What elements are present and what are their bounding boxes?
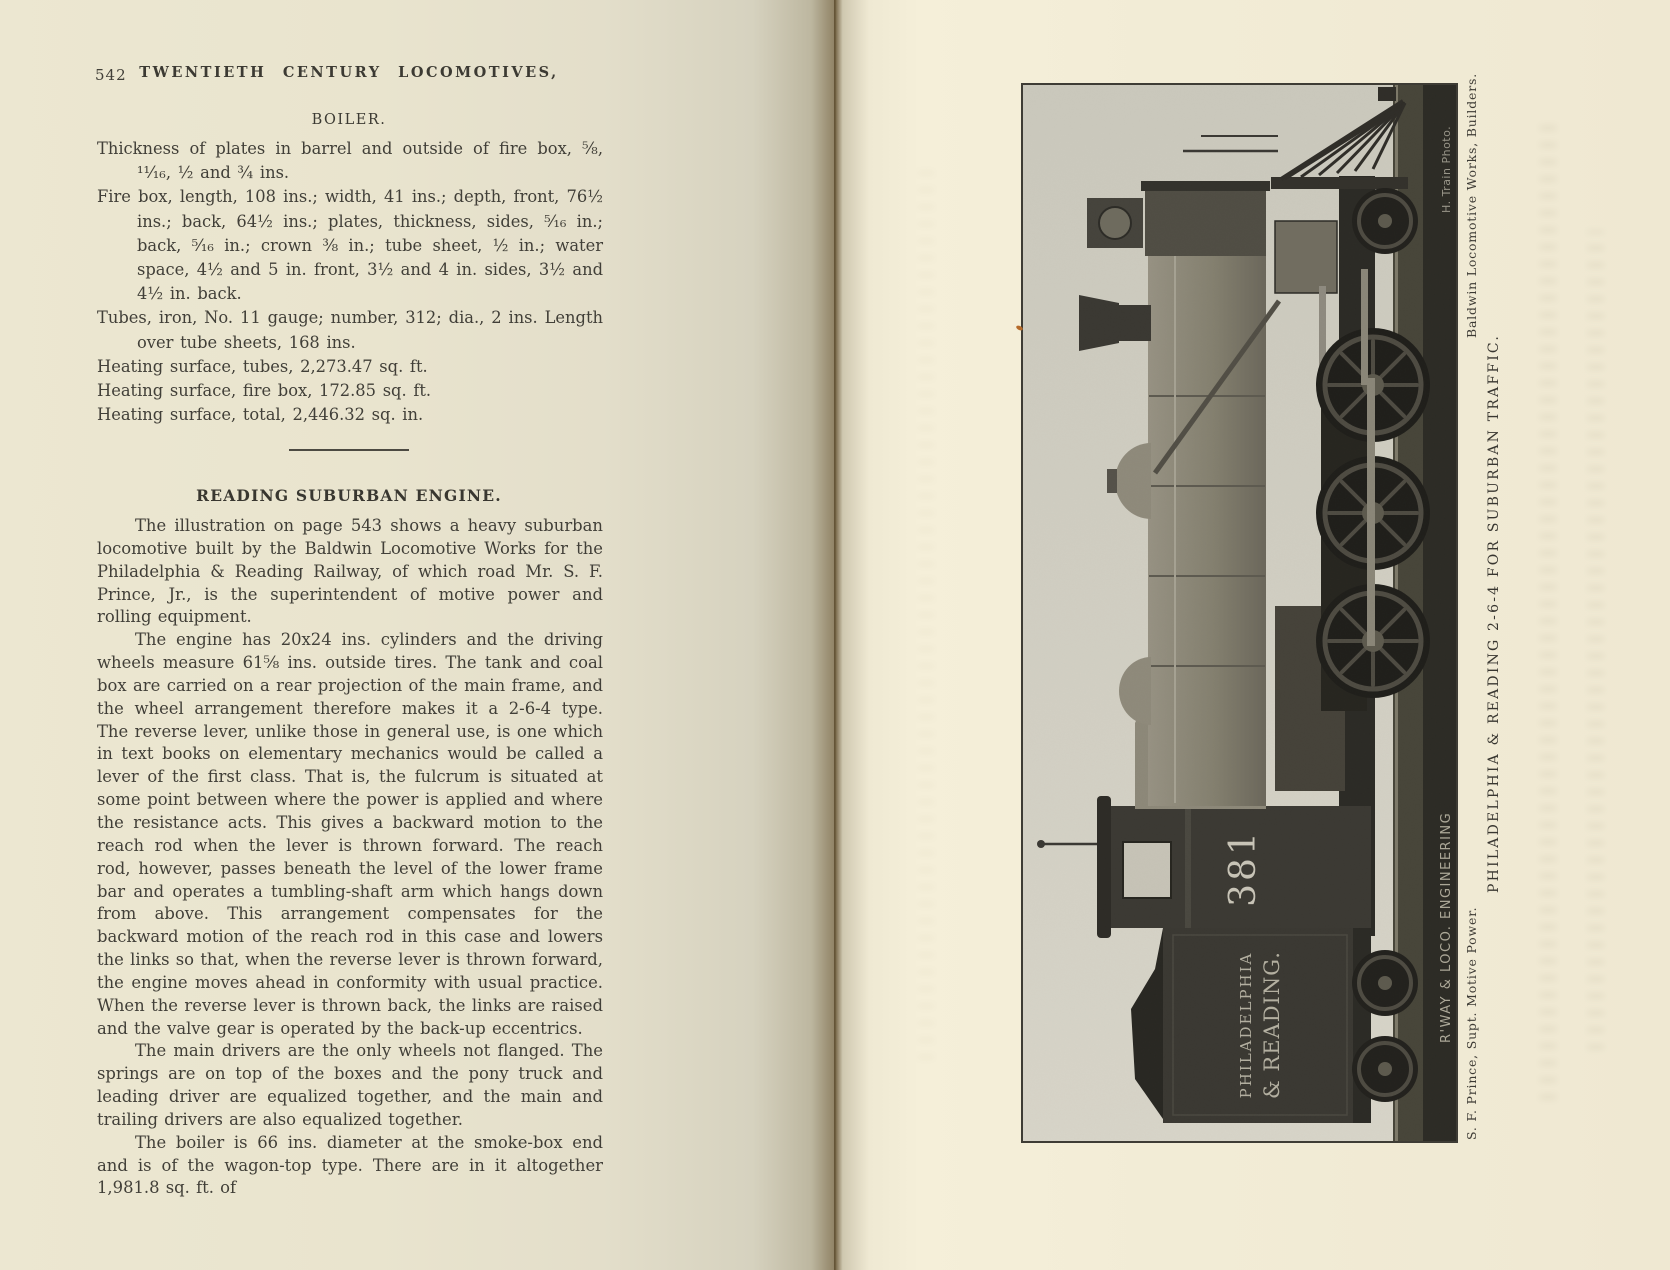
section-heading-boiler: BOILER.: [311, 112, 387, 128]
loco-number-lettering: 381: [1223, 829, 1264, 907]
bleed-through-smudge: [1540, 120, 1556, 1100]
divider-rule: [289, 449, 409, 451]
paragraph: The engine has 20x24 ins. cylinders and the driving wheels measure 61⅝ ins. outside tires. The tank and coal box are carried on a rear projection of the main frame, and the wheel arrangement therefore makes it a 2-6-4 type. The reverse lever, unlike those in general use, is one which in text books on elementary mechanics would be called a lever of the first class. That is, the fulcrum is situated at some point between where the power is applied and where the resistance acts. This gives a backward motion to the reach rod when the lever is thrown forward. The reach rod, however, passes beneath the level of the lower frame bar and operates a tumbling-shaft arm which hangs down from above. This arrangement compensates for the backward motion of the reach rod in this case and lowers the links so that, when the reverse lever is thrown forward, the engine moves ahead in conformity with usual practice. When the reverse lever is thrown back, the links are raised and the valve gear is operated by the back-up eccentrics.: [97, 630, 603, 1038]
bleed-through-smudge: [1588, 230, 1604, 1050]
spec-item-firebox: Fire box, length, 108 ins.; width, 41 ins.; depth, front, 76½ ins.; back, 64½ ins.; plates, thickness, sides, ⁵⁄₁₆ in.; back, ⁵⁄₁₆ in.; crown ⅜ in.; tube sheet, ½ in.; water space, 4½ and 5 in. front, 3½ and 4 in. sides, 3½ and 4½ in. back.: [97, 187, 603, 304]
tank-lettering-line1: PHILADELPHIA: [1237, 951, 1255, 1099]
running-head: TWENTIETH CENTURY LOCOMOTIVES,: [139, 64, 559, 81]
paragraph: The main drivers are the only wheels not flanged. The springs are on top of the boxes and the pony truck and leading driver are equalized together, and the main and trailing drivers are also equalized together.: [97, 1041, 603, 1129]
spec-item-tubes: Tubes, iron, No. 11 gauge; number, 312; dia., 2 ins. Length over tube sheets, 168 ins.: [97, 308, 603, 352]
locomotive-illustration: [1023, 85, 1456, 1141]
paragraph: The illustration on page 543 shows a heavy suburban locomotive built by the Baldwin Locomotive Works for the Philadelphia & Reading Railway, of which road Mr. S. F. Prince, Jr., is the superintendent of motive power and rolling equipment.: [97, 516, 603, 627]
section-heading-engine: READING SUBURBAN ENGINE.: [196, 486, 502, 505]
locomotive-photo-svg: [1023, 85, 1456, 1141]
photo-credit: H. Train Photo.: [1440, 125, 1453, 213]
locomotive-plate-photo: [1021, 83, 1458, 1143]
tank-lettering-line2: & READING.: [1260, 951, 1284, 1099]
spec-list: [97, 137, 603, 427]
paragraph: The boiler is 66 ins. diameter at the smoke-box end and is of the wagon-top type. There are in it altogether 1,981.8 sq. ft. of: [97, 1132, 603, 1198]
bleed-through-smudge: [918, 160, 934, 1060]
page-number: 542: [95, 66, 127, 84]
article-body: [97, 515, 603, 1200]
spec-item-plates: Thickness of plates in barrel and outside of fire box, ⅝, ¹¹⁄₁₆, ½ and ¾ ins.: [97, 139, 603, 183]
caption-builder: Baldwin Locomotive Works, Builders.: [1464, 73, 1479, 338]
spec-item-hs-tubes: Heating surface, tubes, 2,273.47 sq. ft.: [97, 356, 428, 376]
spec-item-hs-firebox: Heating surface, fire box, 172.85 sq. ft.: [97, 381, 432, 401]
caption-title: PHILADELPHIA & READING 2-6-4 FOR SUBURBAN TRAFFIC.: [1486, 334, 1502, 893]
spec-item-hs-total: Heating surface, total, 2,446.32 sq. in.: [97, 405, 424, 425]
caption-supt: S. F. Prince, Supt. Motive Power.: [1464, 906, 1479, 1140]
photo-watermark: R'WAY & LOCO. ENGINEERING: [1439, 811, 1454, 1043]
